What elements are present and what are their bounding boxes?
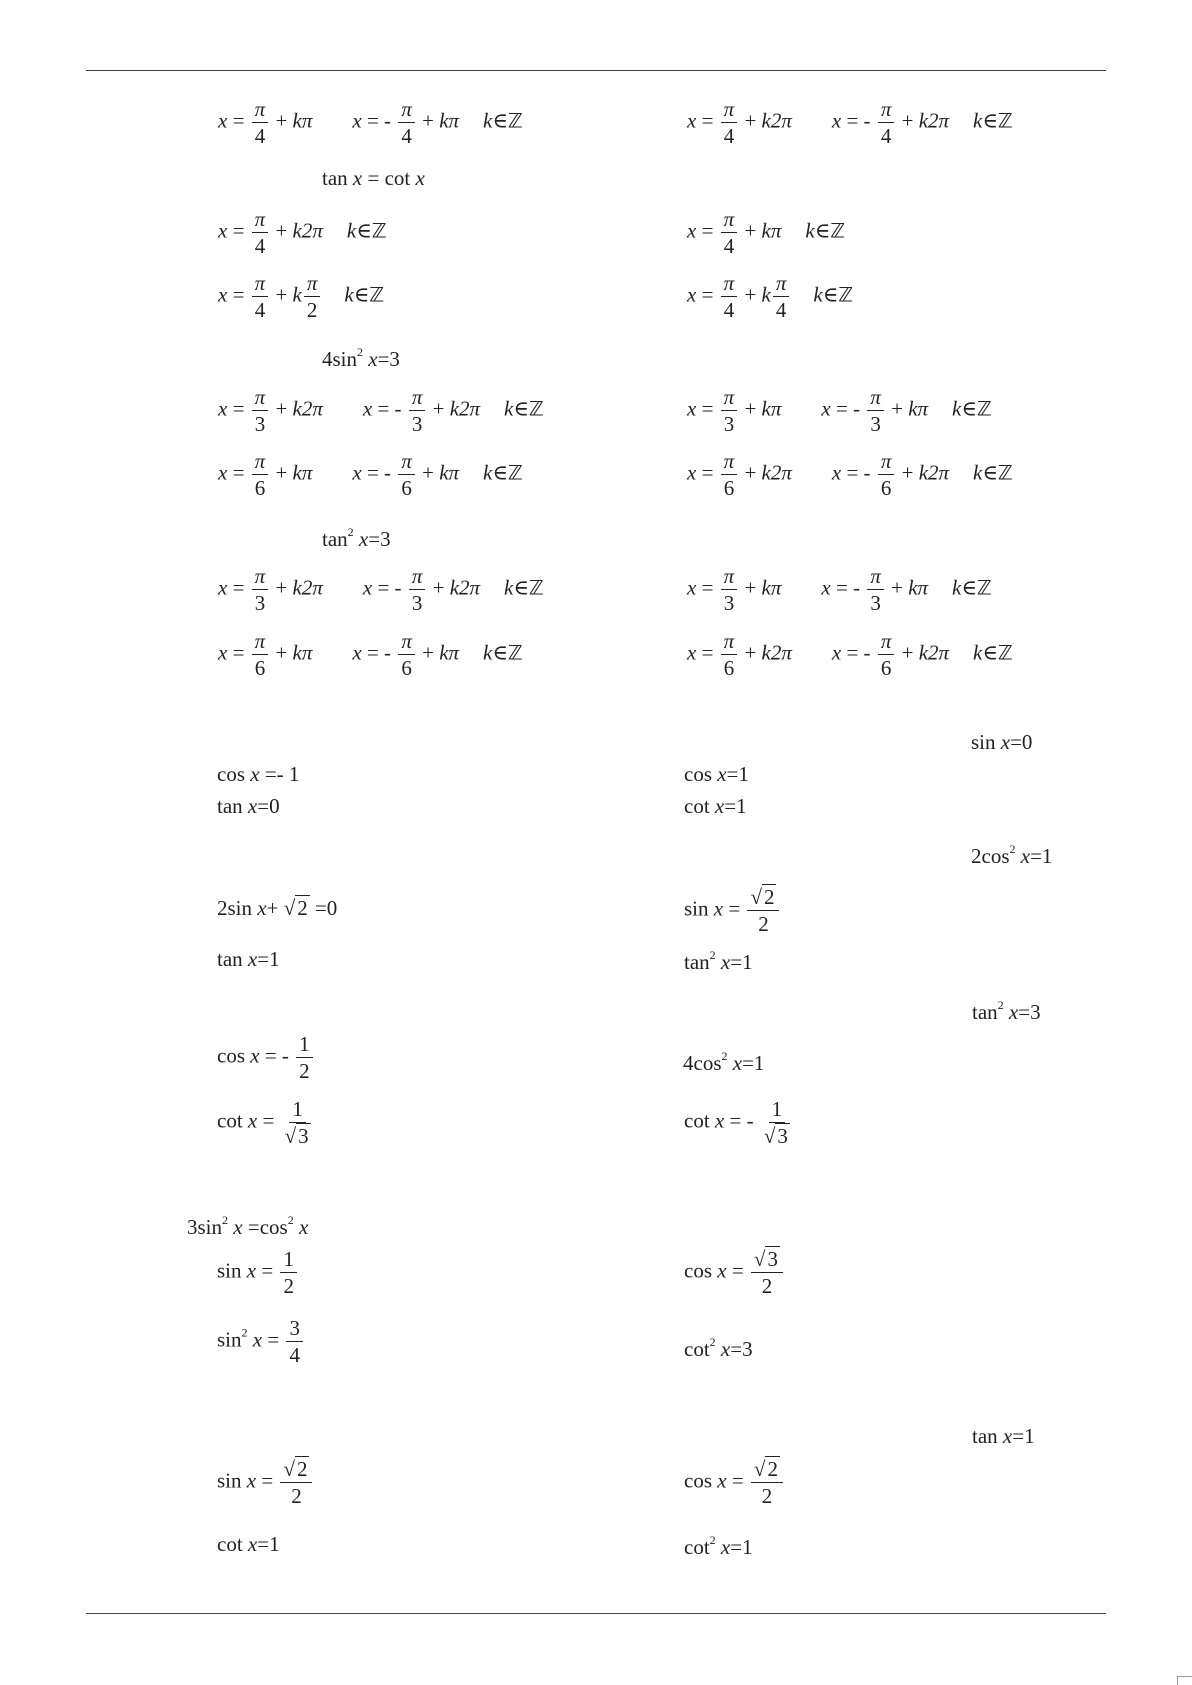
option-sin-eq-sqrt2-over-2-b: sin x = $\frac{√2}{2}$	[217, 1458, 314, 1507]
option-cot-eq-1: cot x=1	[217, 1532, 280, 1556]
option-cot2-eq-1: $\cot^2 x=1$	[684, 1533, 753, 1559]
answer-b-q1: x = $\frac{\pi}{4}$ + k2π x = - $\frac{\pi}{4}$ + k2π k∈ℤ	[687, 97, 1013, 149]
option-tan-eq-1: tan x=1	[217, 947, 280, 971]
question-tan-eq-cot: tan x = cot x	[322, 166, 425, 190]
question-tan-eq-1: tan x=1	[972, 1424, 1035, 1448]
page-corner-mark	[1177, 1676, 1192, 1685]
option-cot2-eq-3: $\cot^2 x=3$	[684, 1335, 753, 1361]
answer-c-q2: x = $\frac{\pi}{4}$ + k $\frac{\pi}{2}$ k∈ℤ	[218, 271, 385, 323]
option-sin2-eq-3-over-4: $\sin^2 x$ = $\frac{3}{4}$	[217, 1317, 305, 1366]
question-sin-eq-0: sin x=0	[971, 730, 1033, 754]
question-4sin2-eq-3: $4\sin^2$ x=3	[322, 345, 400, 371]
option-cot-eq-1: cot x=1	[684, 794, 747, 818]
answer-b-q3: x = $\frac{\pi}{3}$ + kπ x = - $\frac{\pi}{3}$ + kπ k∈ℤ	[687, 385, 992, 437]
header-rule	[86, 70, 1106, 71]
question-tan2-eq-3-b: $\tan^2 x=3$	[972, 998, 1041, 1024]
option-cot-eq-1-over-sqrt3: cot x = $\frac{1}{√3}$	[217, 1097, 309, 1149]
answer-c-q4: x = $\frac{\pi}{6}$ + kπ x = - $\frac{\pi}{6}$ + kπ k∈ℤ	[218, 629, 523, 681]
answer-a-q2: x = $\frac{\pi}{4}$ + k2π k∈ℤ	[218, 207, 387, 259]
option-cos-eq-minus-half: cos x = - $\frac{1}{2}$	[217, 1033, 315, 1082]
option-cos-eq-minus1: cos x =- 1	[217, 762, 300, 786]
option-cos-eq-1: cos x=1	[684, 762, 749, 786]
option-tan-eq-0: tan x=0	[217, 794, 280, 818]
question-tan2-eq-3: $\tan^2 x=3$	[322, 525, 391, 551]
option-cos-eq-sqrt3-over-2: cos x = $\frac{√3}{2}$	[684, 1248, 785, 1297]
option-sin-eq-sqrt2-over-2: sin x = $\frac{√2}{2}$	[684, 886, 781, 935]
option-cot-eq-minus-1-over-sqrt3: cot x = - $\frac{1}{√3}$	[684, 1097, 788, 1149]
fraction: $\frac{\pi}{4}$	[252, 98, 269, 147]
answer-d-q2: x = $\frac{\pi}{4}$ + k $\frac{\pi}{4}$ k∈ℤ	[687, 271, 854, 323]
answer-b-q2: x = $\frac{\pi}{4}$ + kπ k∈ℤ	[687, 207, 846, 259]
answer-c-q3: x = $\frac{\pi}{6}$ + kπ x = - $\frac{\pi}{6}$ + kπ k∈ℤ	[218, 449, 523, 501]
option-sin-eq-half: sin x = $\frac{1}{2}$	[217, 1248, 299, 1297]
square-root: √2	[283, 896, 308, 920]
answer-d-q3: x = $\frac{\pi}{6}$ + k2π x = - $\frac{\pi}{6}$ + k2π k∈ℤ	[687, 449, 1013, 501]
option-tan2-eq-1: $\tan^2 x=1$	[684, 948, 753, 974]
option-4cos2-eq-1: $4\cos^2$ x=1	[683, 1049, 765, 1075]
answer-b-q4: x = $\frac{\pi}{3}$ + kπ x = - $\frac{\pi}{3}$ + kπ k∈ℤ	[687, 564, 992, 616]
answer-a-q4: x = $\frac{\pi}{3}$ + k2π x = - $\frac{\pi}{3}$ + k2π k∈ℤ	[218, 564, 544, 616]
answer-a-q1: x = $\frac{\pi}{4}$ + kπ x = - $\frac{\pi}{4}$ + kπ k∈ℤ	[218, 97, 523, 149]
option-cos-eq-sqrt2-over-2: cos x = $\frac{√2}{2}$	[684, 1458, 785, 1507]
option-2sin-plus-sqrt2-eq-0: 2sin x+ √2 =0	[217, 896, 338, 920]
answer-a-q3: x = $\frac{\pi}{3}$ + k2π x = - $\frac{\pi}{3}$ + k2π k∈ℤ	[218, 385, 544, 437]
question-2cos2-eq-1: $2\cos^2$ x=1	[971, 842, 1053, 868]
question-3sin2-eq-cos2: $3\sin^2$ $x =\cos^2$ x	[187, 1213, 309, 1239]
answer-d-q4: x = $\frac{\pi}{6}$ + k2π x = - $\frac{\pi}{6}$ + k2π k∈ℤ	[687, 629, 1013, 681]
footer-rule	[86, 1613, 1106, 1614]
